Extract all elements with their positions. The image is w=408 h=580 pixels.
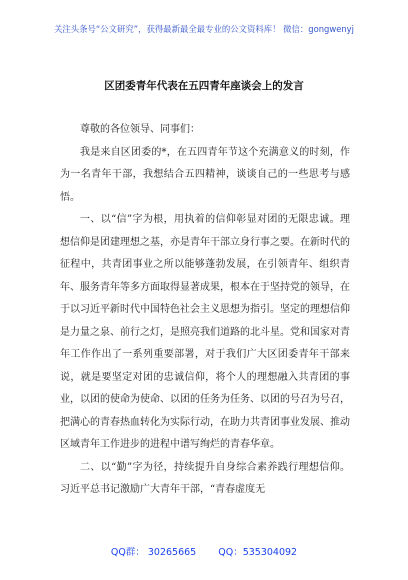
document-body — [60, 119, 350, 502]
footer-qq: QQ：535304092 — [218, 547, 298, 558]
document-title: 区团委青年代表在五四青年座谈会上的发言 — [104, 80, 304, 92]
footer-contact — [0, 544, 408, 558]
body-paragraph-diligence: 二、以“勤”字为径，持续提升自身综合素养践行理想信仰。习近平总书记激励广大青年干部，“青春虚度无 — [60, 461, 350, 495]
header-banner: 关注头条号“公文研究”，获得最新最全最专业的公文资料库！ 微信：gongwenyj — [54, 24, 354, 34]
footer-qq-group: QQ群： 30265665 — [110, 547, 197, 558]
salutation: 尊敬的各位领导、同事们： — [80, 124, 200, 135]
body-paragraph-faith: 一、以“信”字为根，用执着的信仰彰显对团的无限忠诚。理想信仰是团建理想之基，亦是青年干部立身行事之要。在新时代的征程中，共青团事业之所以能够蓬勃发展，在引领青年、组织青年、服务青年等多方面取得显著成果，根本在于坚持党的领导，在于以习近平新时代中国特色社会主义思想为指引。坚定的理想信仰是力量之泉、前行之灯，是照亮我们道路的北斗星。党和国家对青年工作作出了一系列重要部署，对于我们广大区团委青年干部来说，就是要坚定对团的忠诚信仰，将个人的理想融入共青团的事业，以团的使命为使命、以团的任务为任务、以团的号召为号召，把满心的青春热血转化为实际行动，在助力共青团事业发展、推动区域青年工作进步的进程中谱写绚烂的青春华章。 — [60, 214, 350, 450]
body-paragraph-intro: 我是来自区团委的*，在五四青年节这个充满意义的时刻，作为一名青年干部，我想结合五四精神，谈谈自己的一些思考与感悟。 — [60, 146, 350, 203]
